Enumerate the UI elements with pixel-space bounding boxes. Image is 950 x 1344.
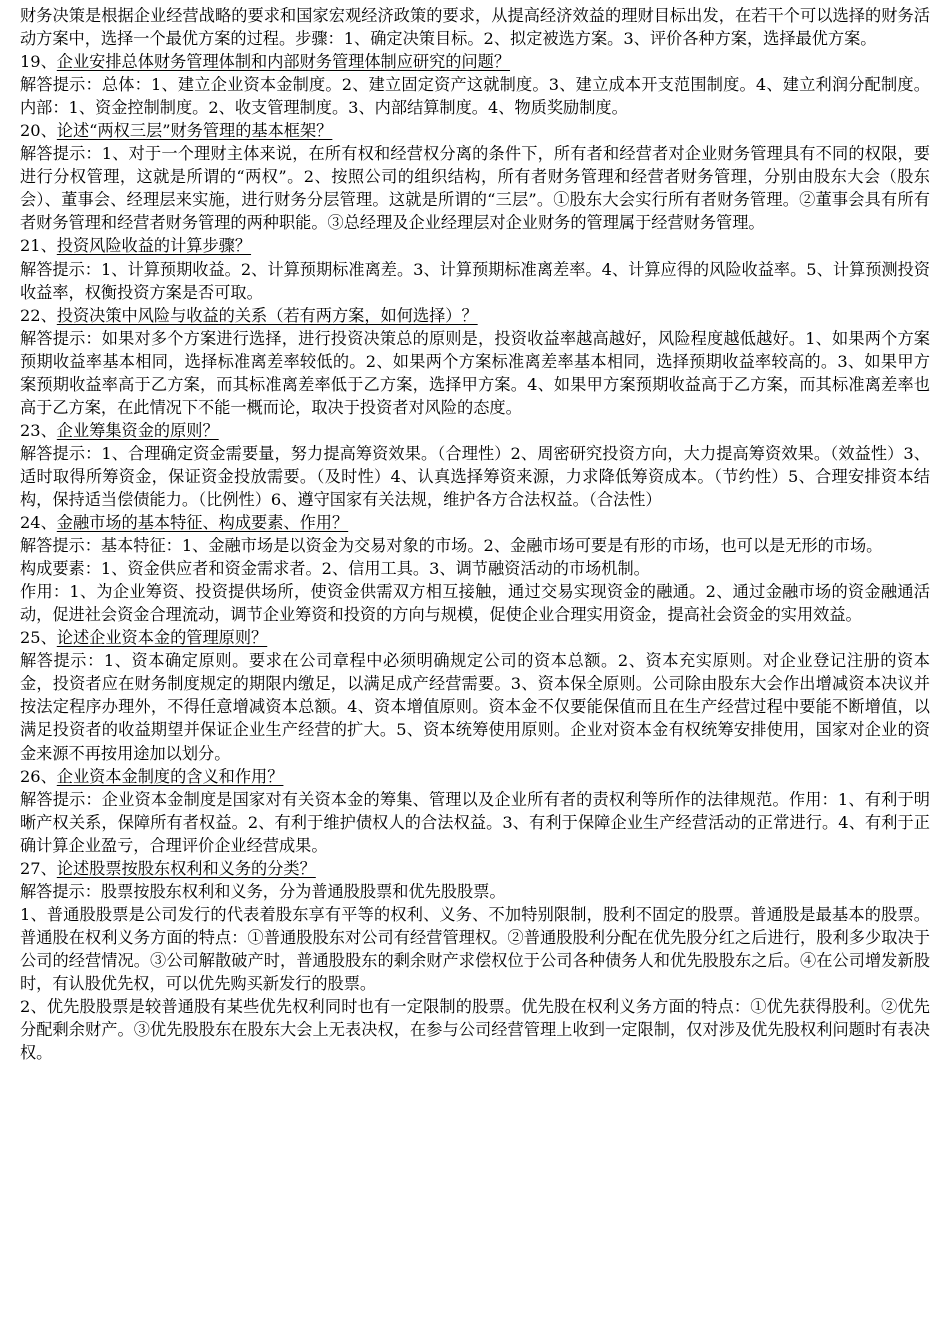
- question-text: 企业资本金制度的含义和作用？: [56, 766, 284, 786]
- question-text: 企业筹集资金的原则？: [56, 420, 219, 440]
- question-number: 20、: [20, 121, 57, 141]
- question-24: [20, 511, 930, 626]
- question-title: [20, 419, 930, 442]
- question-title: [20, 119, 930, 142]
- answer-paragraph: 解答提示：企业资本金制度是国家对有关资本金的筹集、管理以及企业所有者的责权利等所作的法律规范。作用：1、有利于明晰产权关系，保障所有者权益。2、有利于维护债权人的合法权益。3、有利于保障企业生产经营活动的正常进行。4、有利于正确计算企业盈亏，合理评价企业经营成果。: [20, 789, 930, 855]
- answer-paragraph: 解答提示：股票按股东权利和义务，分为普通股股票和优先股股票。: [20, 881, 506, 901]
- answer-paragraph: 1、普通股股票是公司发行的代表着股东享有平等的权利、义务、不加特别限制，股利不固定的股票。普通股是最基本的股票。普通股在权利义务方面的特点：①普通股股东对公司有经营管理权。②普通股股利分配在优先股分红之后进行，股利多少取决于公司的经营情况。③公司解散破产时，普通股股东的剩余财产求偿权位于公司各种债务人和优先股股东之后。④在公司增发新股时，有认股优先权，可以优先购买新发行的股票。: [20, 904, 930, 993]
- answer-paragraph: 解答提示：1、计算预期收益。2、计算预期标准离差。3、计算预期标准离差率。4、计算应得的风险收益率。5、计算预测投资收益率，权衡投资方案是否可取。: [20, 259, 930, 302]
- question-text: 论述股票按股东权利和义务的分类？: [56, 858, 316, 878]
- question-number: 27、: [20, 858, 57, 878]
- answer-paragraph: 解答提示：总体：1、建立企业资本金制度。2、建立固定资产这就制度。3、建立成本开支范围制度。4、建立利润分配制度。 内部：1、资金控制制度。2、收支管理制度。3、内部结算制度。4、物质奖励制度。: [20, 75, 930, 118]
- question-number: 26、: [20, 766, 57, 786]
- question-22: [20, 304, 930, 419]
- question-number: 21、: [20, 236, 57, 256]
- question-number: 22、: [20, 305, 57, 325]
- question-title: [20, 626, 930, 649]
- question-text: 投资风险收益的计算步骤？: [56, 236, 252, 256]
- answer-paragraph: 解答提示：1、资本确定原则。要求在公司章程中必须明确规定公司的资本总额。2、资本充实原则。对企业登记注册的资本金，投资者应在财务制度规定的期限内缴足，以满足成产经营需要。3、资本保全原则。公司除由股东大会作出增减资本决议并按法定程序办理外，不得任意增减资本总额。4、资本增值原则。资本金不仅要能保值而且在生产经营过程中要能不断增值，以满足投资者的收益期望并保证企业生产经营的扩大。5、资本统筹使用原则。企业对资本金有权统筹安排使用，国家对企业的资金来源不再按用途加以划分。: [20, 651, 930, 763]
- question-27: [20, 857, 930, 1064]
- question-title: [20, 857, 930, 880]
- question-text: 论述“两权三层”财务管理的基本框架？: [56, 121, 333, 141]
- answer-paragraph: 解答提示：基本特征：1、金融市场是以资金为交易对象的市场。2、金融市场可要是有形的市场，也可以是无形的市场。: [20, 536, 883, 556]
- answer-paragraph: 构成要素：1、资金供应者和资金需求者。2、信用工具。3、调节融资活动的市场机制。: [20, 559, 650, 579]
- answer-paragraph: 解答提示：1、对于一个理财主体来说，在所有权和经营权分离的条件下，所有者和经营者对企业财务管理具有不同的权限，要进行分权管理，这就是所谓的“两权”。2、按照公司的组织结构，所有者财务管理和经营者财务管理，分别由股东大会（股东会）、董事会、经理层来实施，进行财务分层管理。这就是所谓的“三层”。①股东大会实行所有者财务管理。②董事会具有所有者财务管理和经营者财务管理的两种职能。③总经理及企业经理层对企业财务的管理属于经营财务管理。: [20, 144, 930, 233]
- answer-paragraph: 2、优先股股票是较普通股有某些优先权利同时也有一定限制的股票。优先股在权利义务方面的特点：①优先获得股利。②优先分配剩余财产。③优先股股东在股东大会上无表决权，在参与公司经营管理上收到一定限制，仅对涉及优先股权利问题时有表决权。: [20, 997, 930, 1063]
- question-25: [20, 626, 930, 764]
- answer-paragraph: 解答提示：如果对多个方案进行选择，进行投资决策总的原则是，投资收益率越高越好，风险程度越低越好。1、如果两个方案预期收益率基本相同，选择标准离差率较低的。2、如果两个方案标准离差率基本相同，选择预期收益率较高的。3、如果甲方案预期收益率高于乙方案，而其标准离差率低于乙方案，选择甲方案。4、如果甲方案预期收益高于乙方案，而其标准离差率也高于乙方案，在此情况下不能一概而论，取决于投资者对风险的态度。: [20, 328, 930, 417]
- question-text: 企业安排总体财务管理体制和内部财务管理体制应研究的问题？: [56, 52, 511, 72]
- question-title: [20, 765, 930, 788]
- question-19: [20, 50, 930, 119]
- question-text: 论述企业资本金的管理原则？: [56, 628, 268, 648]
- answer-paragraph: 作用：1、为企业筹资、投资提供场所，使资金供需双方相互接触，通过交易实现资金的融通。2、通过金融市场的资金融通活动，促进社会资金合理流动，调节企业筹资和投资的方向与规模，促使企业合理实用资金，提高社会资金的实用效益。: [20, 582, 930, 625]
- question-20: [20, 119, 930, 234]
- question-21: [20, 234, 930, 303]
- intro-paragraph: 财务决策是根据企业经营战略的要求和国家宏观经济政策的要求，从提高经济效益的理财目标出发，在若干个可以选择的财务活动方案中，选择一个最优方案的过程。步骤：1、确定决策目标。2、拟定被选方案。3、评价各种方案，选择最优方案。: [20, 6, 930, 49]
- question-26: [20, 765, 930, 857]
- question-title: [20, 304, 930, 327]
- question-number: 25、: [20, 628, 57, 648]
- question-number: 23、: [20, 420, 57, 440]
- question-text: 投资决策中风险与收益的关系（若有两方案，如何选择）？: [56, 305, 478, 325]
- question-text: 金融市场的基本特征、构成要素、作用？: [56, 513, 349, 533]
- question-title: [20, 234, 930, 257]
- question-number: 19、: [20, 52, 57, 72]
- question-title: [20, 511, 930, 534]
- question-title: [20, 50, 930, 73]
- question-number: 24、: [20, 513, 57, 533]
- answer-paragraph: 解答提示：1、合理确定资金需要量，努力提高筹资效果。（合理性）2、周密研究投资方向，大力提高筹资效果。（效益性）3、适时取得所筹资金，保证资金投放需要。（及时性）4、认真选择筹资来源，力求降低筹资成本。（节约性）5、合理安排资本结构，保持适当偿债能力。（比例性）6、遵守国家有关法规，维护各方合法权益。（合法性）: [20, 443, 930, 509]
- question-23: [20, 419, 930, 511]
